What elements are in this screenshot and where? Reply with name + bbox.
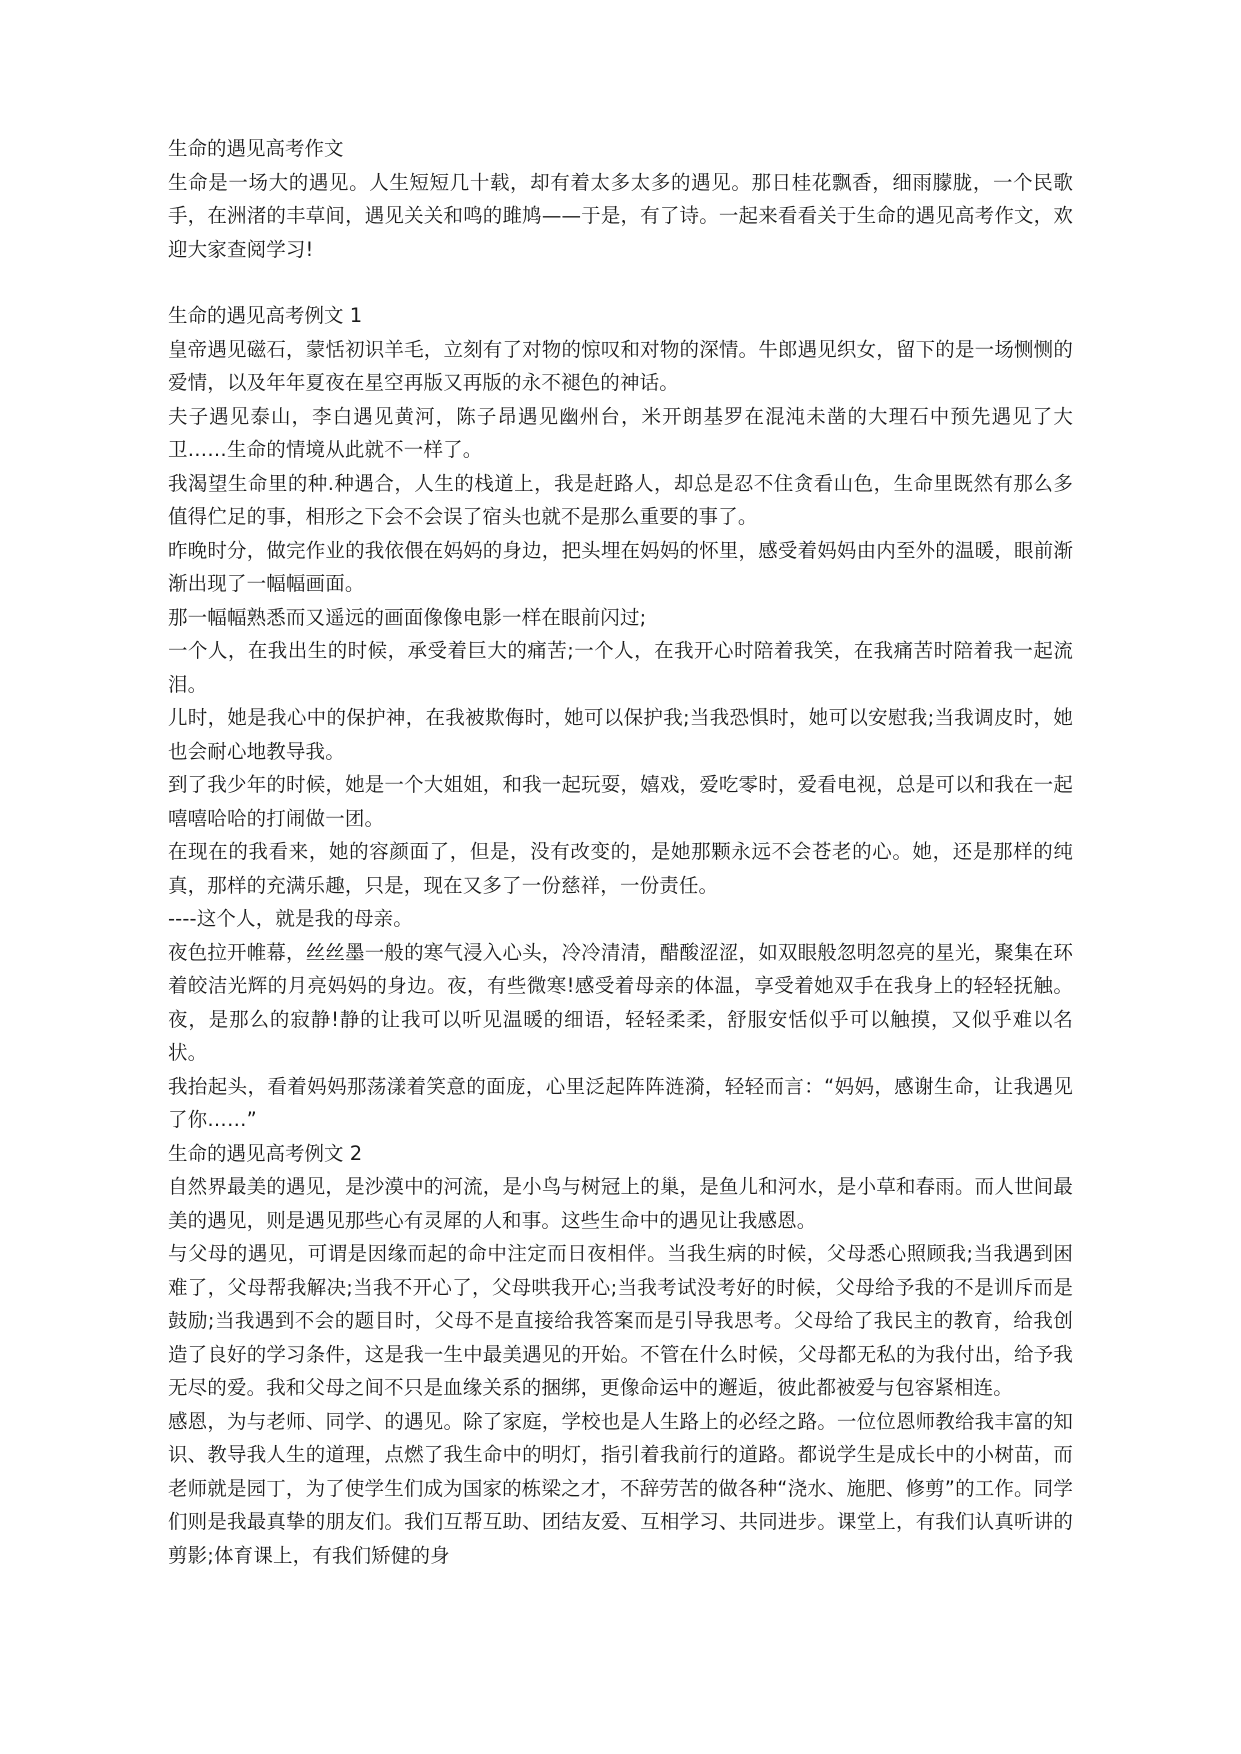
paragraph: ----这个人，就是我的母亲。 [168,907,413,930]
paragraph: 在现在的我看来，她的容颜面了，但是，没有改变的，是她那颗永远不会苍老的心。她，还是那样的纯真，那样的充满乐趣，只是，现在又多了一份慈祥，一份责任。 [168,840,1073,897]
document-title: 生命的遇见高考作文 [168,137,344,160]
paragraph: 我抬起头，看着妈妈那荡漾着笑意的面庞，心里泛起阵阵涟漪，轻轻而言：“妈妈，感谢生命，让我遇见了你……” [168,1074,1073,1131]
paragraph: 儿时，她是我心中的保护神，在我被欺侮时，她可以保护我;当我恐惧时，她可以安慰我;当我调皮时，她也会耐心地教导我。 [168,706,1073,763]
paragraph: 一个人，在我出生的时候，承受着巨大的痛苦;一个人，在我开心时陪着我笑，在我痛苦时陪着我一起流泪。 [168,639,1073,696]
paragraph: 皇帝遇见磁石，蒙恬初识羊毛，立刻有了对物的惊叹和对物的深情。牛郎遇见织女，留下的是一场恻恻的爱情，以及年年夏夜在星空再版又再版的永不褪色的神话。 [168,337,1073,394]
document-body [168,132,1073,1572]
section-heading-1: 生命的遇见高考例文 1 [168,304,363,327]
spacer [168,266,1073,299]
paragraph: 夜色拉开帷幕，丝丝墨一般的寒气浸入心头，冷冷清清，醋酸涩涩，如双眼般忽明忽亮的星光，聚集在环着皎洁光辉的月亮妈妈的身边。夜，有些微寒!感受着母亲的体温，享受着她双手在我身上的轻轻抚触。夜，是那么的寂静!静的让我可以听见温暖的细语，轻轻柔柔，舒服安恬似乎可以触摸，又似乎难以名状。 [168,940,1073,1064]
paragraph: 夫子遇见泰山，李白遇见黄河，陈子昂遇见幽州台，米开朗基罗在混沌未凿的大理石中预先遇见了大卫……生命的情境从此就不一样了。 [168,404,1073,461]
paragraph: 自然界最美的遇见，是沙漠中的河流，是小鸟与树冠上的巢，是鱼儿和河水，是小草和春雨。而人世间最美的遇见，则是遇见那些心有灵犀的人和事。这些生命中的遇见让我感恩。 [168,1175,1073,1232]
paragraph: 感恩，为与老师、同学、的遇见。除了家庭，学校也是人生路上的必经之路。一位位恩师教给我丰富的知识、教导我人生的道理，点燃了我生命中的明灯，指引着我前行的道路。都说学生是成长中的小树苗，而老师就是园丁，为了使学生们成为国家的栋梁之才，不辞劳苦的做各种“浇水、施肥、修剪”的工作。同学们则是我最真挚的朋友们。我们互帮互助、团结友爱、互相学习、共同进步。课堂上，有我们认真听讲的剪影;体育课上，有我们矫健的身 [168,1409,1073,1567]
paragraph: 我渴望生命里的种.种遇合，人生的栈道上，我是赶路人，却总是忍不住贪看山色，生命里既然有那么多值得伫足的事，相形之下会不会误了宿头也就不是那么重要的事了。 [168,471,1073,528]
paragraph: 到了我少年的时候，她是一个大姐姐，和我一起玩耍，嬉戏，爱吃零时，爱看电视，总是可以和我在一起嘻嘻哈哈的打闹做一团。 [168,773,1073,830]
paragraph: 与父母的遇见，可谓是因缘而起的命中注定而日夜相伴。当我生病的时候，父母悉心照顾我;当我遇到困难了，父母帮我解决;当我不开心了，父母哄我开心;当我考试没考好的时候，父母给予我的不是训斥而是鼓励;当我遇到不会的题目时，父母不是直接给我答案而是引导我思考。父母给了我民主的教育，给我创造了良好的学习条件，这是我一生中最美遇见的开始。不管在什么时候，父母都无私的为我付出，给予我无尽的爱。我和父母之间不只是血缘关系的捆绑，更像命运中的邂逅，彼此都被爱与包容紧相连。 [168,1242,1073,1399]
section-heading-2: 生命的遇见高考例文 2 [168,1141,363,1165]
document-intro: 生命是一场大的遇见。人生短短几十载，却有着太多太多的遇见。那日桂花飘香，细雨朦胧，一个民歌手，在洲渚的丰草间，遇见关关和鸣的雎鸠——于是，有了诗。一起来看看关于生命的遇见高考作文，欢迎大家查阅学习! [168,170,1073,261]
paragraph: 那一幅幅熟悉而又遥远的画面像像电影一样在眼前闪过; [168,605,647,629]
paragraph: 昨晚时分，做完作业的我依偎在妈妈的身边，把头埋在妈妈的怀里，感受着妈妈由内至外的温暖，眼前渐渐出现了一幅幅画面。 [168,538,1073,595]
